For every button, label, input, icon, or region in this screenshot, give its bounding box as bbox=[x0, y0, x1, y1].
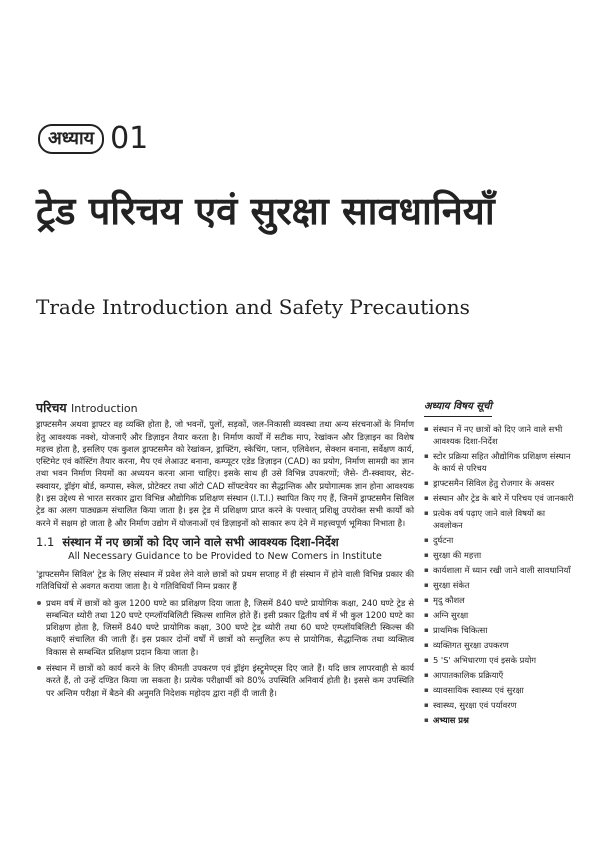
sidebar-item: ▪ संस्थान में नए छात्रों को दिए जाने वाले सभी आवश्यक दिशा-निर्देश bbox=[424, 423, 576, 447]
sidebar-item: ▪ मृदु कौशल bbox=[424, 594, 576, 606]
sidebar-item: ▪ स्टोर प्रक्रिया सहित औद्योगिक प्रशिक्षण संस्थान के कार्य से परिचय bbox=[424, 450, 576, 474]
sidebar-item: ▪ व्यावसायिक स्वास्थ्य एवं सुरक्षा bbox=[424, 684, 576, 696]
section-bullets bbox=[36, 597, 414, 699]
chapter-title-hindi: ट्रेड परिचय एवं सुरक्षा सावधानियाँ bbox=[36, 189, 495, 233]
sidebar-list bbox=[424, 423, 576, 726]
sidebar-item: ▪ प्रत्येक वर्ष पढ़ाए जाने वाले विषयों का अवलोकन bbox=[424, 507, 576, 531]
section-heading bbox=[36, 535, 414, 550]
chapter-badge bbox=[38, 121, 149, 156]
sidebar-item: ▪ अग्नि सुरक्षा bbox=[424, 609, 576, 621]
sidebar-item: ▪ सुरक्षा संकेत bbox=[424, 579, 576, 591]
sidebar-item: ▪ 5 'S' अभिधारणा एवं इसके प्रयोग bbox=[424, 654, 576, 666]
sidebar-item: ▪ व्यक्तिगत सुरक्षा उपकरण bbox=[424, 639, 576, 651]
sidebar-item: ▪ सुरक्षा की महत्ता bbox=[424, 549, 576, 561]
sidebar-item: ▪ दुर्घटना bbox=[424, 534, 576, 546]
section-lead: 'ड्राफ्टसमैन सिविल' ट्रेड के लिए संस्थान में प्रवेश लेने वाले छात्रों को प्रथम सप्ताह में ही संस्थान में होने वाली विभिन्न प्रकार की गतिविधियों से अवगत कराया जाता है। ये गतिविधियाँ निम्न प्रकार हैं bbox=[36, 568, 414, 592]
main-column bbox=[36, 402, 414, 703]
chapter-title-english: Trade Introduction and Safety Precautions bbox=[36, 295, 470, 319]
intro-paragraph: ड्राफ्टसमैन अथवा ड्राफ्टर वह व्यक्ति होता है, जो भवनों, पुलों, सड़कों, जल-निकासी व्यवस्था तथा अन्य संरचनाओं के निर्माण हेतु आवश्यक नक्शे, योजनाएँ और डिज़ाइन तैयार करता है। निर्माण कार्यों में सटीक माप, रेखांकन और डिज़ाइन का विशेष महत्त्व होता है, इसलिए एक कुशल ड्राफ्टसमैन को रेखांकन, ड्राफ्टिंग, स्केचिंग, प्लान, एलिवेशन, सेक्शन बनाना, सर्वेक्षण कार्य, एस्टिमेट एवं कॉस्टिंग तैयार करना, मैप एवं लेआउट बनाना, कम्प्यूटर एडेड डिज़ाइन (CAD) का प्रयोग, निर्माण सामग्री का ज्ञान तथा भवन निर्माण नियमों का अध्ययन करना आना चाहिए। इसके साथ ही उसे विभिन्न उपकरणों; जैसे- टी-स्क्वायर, सेट-स्क्वायर, ड्रॉइंग बोर्ड, कम्पास, स्केल, प्रोटेक्टर तथा ऑटो CAD सॉफ्टवेयर का सैद्धान्तिक और प्रयोगात्मक ज्ञान होना आवश्यक है। इस उद्देश्य से भारत सरकार द्वारा विभिन्न औद्योगिक प्रशिक्षण संस्थान (I.T.I.) स्थापित किए गए हैं, जिनमें ड्राफ्टसमैन सिविल ट्रेड का अलग पाठ्यक्रम संचालित किया जाता है। इस ट्रेड में प्रशिक्षण प्राप्त करने के पश्चात् प्रशिक्षु उपरोक्त सभी कार्यों को करने में सक्षम हो जाता है और निर्माण उद्योग में योजनाओं एवं डिज़ाइनों को साकार रूप देने में महत्त्वपूर्ण भूमिका निभाता है। bbox=[36, 419, 414, 528]
list-item: प्रथम वर्ष में छात्रों को कुल 1200 घण्टे का प्रशिक्षण दिया जाता है, जिसमें 840 घण्टे प्रायोगिक कक्षा, 240 घण्टे ट्रेड से सम्बन्धित थ्योरी तथा 120 घण्टे एम्प्लॉयबिलिटी स्किल्स शामिल होते हैं। इसी प्रकार द्वितीय वर्ष में भी कुल 1200 घण्टे का प्रशिक्षण होता है, जिसमें 840 घण्टे प्रायोगिक कक्षा, 300 घण्टे ट्रेड थ्योरी तथा 60 घण्टे एम्प्लॉयबिलिटी स्किल्स की कक्षाएँ संचालित की जाती हैं। इस प्रकार दोनों वर्षों में छात्रों को सन्तुलित रूप से प्रायोगिक, सैद्धान्तिक तथा व्यक्तित्व विकास से सम्बन्धित प्रशिक्षण प्रदान किया जाता है। bbox=[36, 597, 414, 658]
chapter-number: 01 bbox=[110, 121, 149, 156]
section-title-hindi: संस्थान में नए छात्रों को दिए जाने वाले सभी आवश्यक दिशा-निर्देश bbox=[62, 534, 339, 549]
section-title-english: All Necessary Guidance to be Provided to New Comers in Institute bbox=[68, 550, 382, 562]
sidebar-item-last: ▪ अभ्यास प्रश्न bbox=[424, 714, 576, 726]
sidebar-item: ▪ प्राथमिक चिकित्सा bbox=[424, 624, 576, 636]
sidebar-item: ▪ संस्थान और ट्रेड के बारे में परिचय एवं जानकारी bbox=[424, 492, 576, 504]
chapter-word: अध्याय bbox=[38, 124, 104, 154]
sidebar-item: ▪ स्वास्थ्य, सुरक्षा एवं पर्यावरण bbox=[424, 699, 576, 711]
sidebar-item: ▪ ड्राफ्टसमैन सिविल हेतु रोजगार के अवसर bbox=[424, 477, 576, 489]
chapter-contents-sidebar bbox=[424, 400, 576, 729]
sidebar-item: ▪ आपातकालिक प्रक्रियाएँ bbox=[424, 669, 576, 681]
sidebar-heading: अध्याय विषय सूची bbox=[424, 400, 492, 417]
list-item: संस्थान में छात्रों को कार्य करने के लिए कीमती उपकरण एवं ड्रॉइंग इंस्ट्रूमेण्ट्स दिए जाते हैं। यदि छात्र लापरवाही से कार्य करते हैं, तो उन्हें दण्डित किया जा सकता है। प्रत्येक परीक्षार्थी को 80% उपस्थिति अनिवार्य होती है। इससे कम उपस्थिति पर अन्तिम परीक्षा में बैठने की अनुमति निदेशक महोदय द्वारा नहीं दी जाती है। bbox=[36, 662, 414, 699]
intro-heading-hindi: परिचय bbox=[36, 400, 67, 415]
intro-heading-english: Introduction bbox=[71, 402, 138, 415]
intro-heading bbox=[36, 402, 414, 415]
section-number: 1.1 bbox=[36, 534, 55, 549]
sidebar-item: ▪ कार्यशाला में ध्यान रखी जाने वाली सावधानियाँ bbox=[424, 564, 576, 576]
